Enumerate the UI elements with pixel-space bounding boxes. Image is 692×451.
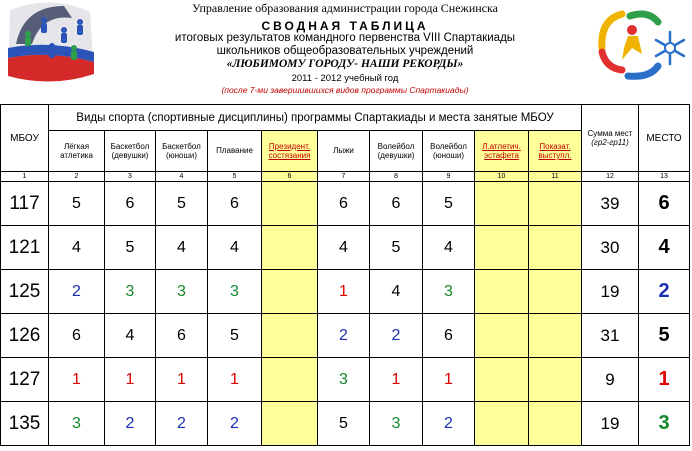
column-index: 2 xyxy=(49,172,105,182)
sport-place xyxy=(475,358,529,402)
column-index-row xyxy=(1,172,690,182)
sport-place xyxy=(475,402,529,446)
sport-place: 1 xyxy=(105,358,156,402)
sport-place: 3 xyxy=(156,270,208,314)
table-row xyxy=(1,314,690,358)
final-place: 2 xyxy=(639,270,690,314)
column-index: 3 xyxy=(105,172,156,182)
sport-header xyxy=(529,131,582,172)
sport-place xyxy=(475,182,529,226)
table-row xyxy=(1,182,690,226)
sport-place: 4 xyxy=(370,270,423,314)
sport-name: Волейбол (юноши) xyxy=(430,141,467,160)
sport-place xyxy=(475,314,529,358)
sport-place: 6 xyxy=(156,314,208,358)
sport-place xyxy=(529,402,582,446)
header-row xyxy=(1,105,690,131)
sport-place xyxy=(262,182,318,226)
sport-place xyxy=(262,226,318,270)
results-table xyxy=(0,104,690,446)
sport-place: 2 xyxy=(370,314,423,358)
sport-header xyxy=(370,131,423,172)
column-index: 6 xyxy=(262,172,318,182)
sport-place: 4 xyxy=(49,226,105,270)
sport-place: 3 xyxy=(105,270,156,314)
sport-name: Показат. выступл. xyxy=(538,141,572,160)
sport-place xyxy=(529,314,582,358)
sport-place: 3 xyxy=(49,402,105,446)
column-index: 8 xyxy=(370,172,423,182)
sport-place xyxy=(529,226,582,270)
sport-place: 1 xyxy=(49,358,105,402)
final-place: 3 xyxy=(639,402,690,446)
sport-place xyxy=(529,270,582,314)
table-row xyxy=(1,358,690,402)
sport-place: 5 xyxy=(156,182,208,226)
sport-place xyxy=(262,270,318,314)
column-index: 7 xyxy=(318,172,370,182)
school-year: 2011 - 2012 учебный год xyxy=(291,73,399,84)
mbou-number: 121 xyxy=(1,226,49,270)
sport-place: 5 xyxy=(370,226,423,270)
sport-header xyxy=(208,131,262,172)
mbou-number: 117 xyxy=(1,182,49,226)
table-row xyxy=(1,270,690,314)
sport-place: 3 xyxy=(208,270,262,314)
mbou-number: 127 xyxy=(1,358,49,402)
sport-place: 5 xyxy=(423,182,475,226)
column-index: 13 xyxy=(639,172,690,182)
sport-place xyxy=(529,358,582,402)
column-index: 1 xyxy=(1,172,49,182)
places-sum: 31 xyxy=(582,314,639,358)
col-sum-label: Сумма мест xyxy=(587,128,633,138)
column-index: 10 xyxy=(475,172,529,182)
sport-place xyxy=(262,314,318,358)
sport-name: Л.атлетич. эстафета xyxy=(482,141,521,160)
sport-place: 1 xyxy=(318,270,370,314)
sport-place: 1 xyxy=(156,358,208,402)
table-row xyxy=(1,402,690,446)
mbou-number: 135 xyxy=(1,402,49,446)
sport-place xyxy=(475,270,529,314)
sport-place: 1 xyxy=(370,358,423,402)
sport-place: 6 xyxy=(208,182,262,226)
final-place: 1 xyxy=(639,358,690,402)
column-index: 11 xyxy=(529,172,582,182)
sport-place: 1 xyxy=(423,358,475,402)
final-place: 4 xyxy=(639,226,690,270)
sport-place: 5 xyxy=(208,314,262,358)
places-sum: 30 xyxy=(582,226,639,270)
column-index: 5 xyxy=(208,172,262,182)
column-index: 9 xyxy=(423,172,475,182)
sport-place: 6 xyxy=(370,182,423,226)
sport-place xyxy=(262,402,318,446)
sport-place xyxy=(529,182,582,226)
mbou-number: 125 xyxy=(1,270,49,314)
sport-header xyxy=(49,131,105,172)
sport-name: Лыжи xyxy=(333,146,354,156)
sport-place: 2 xyxy=(423,402,475,446)
sport-header xyxy=(423,131,475,172)
sport-header xyxy=(262,131,318,172)
sport-place: 2 xyxy=(105,402,156,446)
sport-place: 6 xyxy=(49,314,105,358)
mbou-number: 126 xyxy=(1,314,49,358)
sport-place: 5 xyxy=(318,402,370,446)
sport-place: 4 xyxy=(156,226,208,270)
organization-name: Управление образования администрации города Снежинска xyxy=(192,1,498,15)
spartakiad-motto: «ЛЮБИМОМУ ГОРОДУ- НАШИ РЕКОРДЫ» xyxy=(226,58,464,70)
places-sum: 9 xyxy=(582,358,639,402)
col-mbou-header: МБОУ xyxy=(1,105,49,172)
sport-place: 3 xyxy=(370,402,423,446)
page-subtitle-2: школьников общеобразовательных учреждений xyxy=(216,45,474,57)
table-row xyxy=(1,226,690,270)
sport-name: Баскетбол (юноши) xyxy=(162,141,201,160)
col-sum-header xyxy=(582,105,639,172)
column-index: 12 xyxy=(582,172,639,182)
final-place: 6 xyxy=(639,182,690,226)
sport-name: Президент. состязания xyxy=(268,141,311,160)
sport-name: Плавание xyxy=(216,146,253,156)
sport-place: 3 xyxy=(318,358,370,402)
sport-name: Волейбол (девушки) xyxy=(377,141,415,160)
places-sum: 39 xyxy=(582,182,639,226)
sport-place: 4 xyxy=(208,226,262,270)
sport-header xyxy=(105,131,156,172)
sport-header xyxy=(156,131,208,172)
sport-place: 5 xyxy=(49,182,105,226)
sport-place: 3 xyxy=(423,270,475,314)
sport-place: 2 xyxy=(318,314,370,358)
sport-header xyxy=(475,131,529,172)
sport-name: Лёгкая атлетика xyxy=(60,141,93,160)
sport-name: Баскетбол (девушки) xyxy=(110,141,150,160)
sport-place: 2 xyxy=(49,270,105,314)
sport-place: 5 xyxy=(105,226,156,270)
spartakiad-emblem-logo xyxy=(2,0,98,88)
sport-place xyxy=(475,226,529,270)
final-place: 5 xyxy=(639,314,690,358)
sport-place: 2 xyxy=(208,402,262,446)
places-sum: 19 xyxy=(582,270,639,314)
sport-place: 4 xyxy=(105,314,156,358)
page-subtitle: итоговых результатов командного первенства VIII Спартакиады xyxy=(174,32,516,44)
page-title: СВОДНАЯ ТАБЛИЦА xyxy=(261,19,429,33)
snezhinsk-spartakiad-logo xyxy=(592,8,690,82)
sport-header xyxy=(318,131,370,172)
column-index: 4 xyxy=(156,172,208,182)
sport-place: 6 xyxy=(423,314,475,358)
results-note: (после 7-ми завершившихся видов программы Спартакиады) xyxy=(221,85,469,95)
col-sum-note: (гр2-гр11) xyxy=(591,138,629,147)
places-sum: 19 xyxy=(582,402,639,446)
sport-place: 4 xyxy=(423,226,475,270)
sport-place xyxy=(262,358,318,402)
col-place-header: МЕСТО xyxy=(639,105,690,172)
sport-place: 1 xyxy=(208,358,262,402)
sports-group-header: Виды спорта (спортивные дисциплины) программы Спартакиады и места занятые МБОУ xyxy=(49,105,582,131)
sport-place: 6 xyxy=(105,182,156,226)
sport-place: 6 xyxy=(318,182,370,226)
sport-place: 4 xyxy=(318,226,370,270)
sport-place: 2 xyxy=(156,402,208,446)
